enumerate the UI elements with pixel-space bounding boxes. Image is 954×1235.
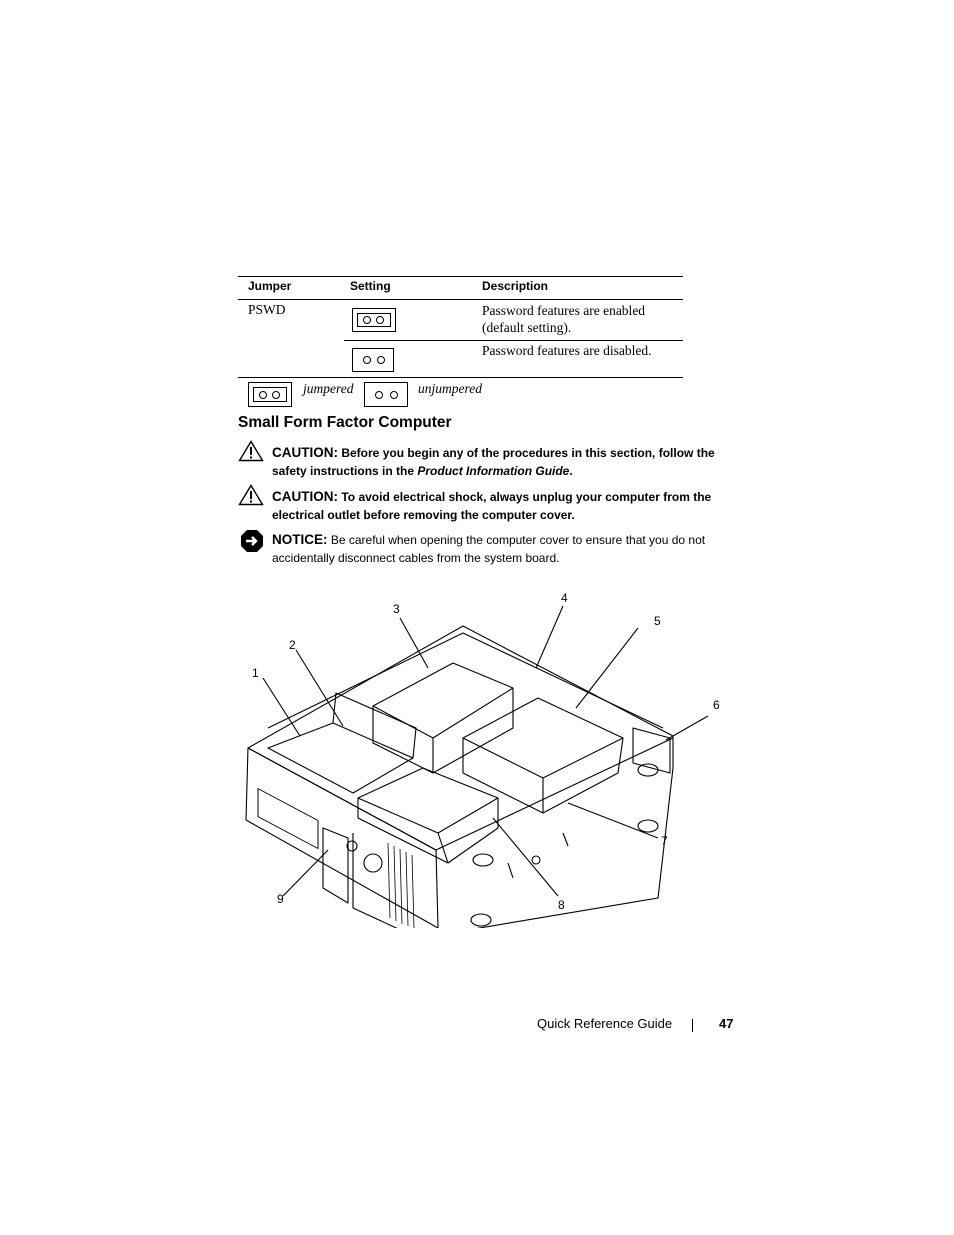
callout-9: 9: [277, 892, 284, 906]
caution-label: CAUTION:: [272, 445, 338, 460]
footer-divider: [692, 1019, 693, 1032]
callout-2: 2: [289, 638, 296, 652]
unjumpered-legend-label: unjumpered: [418, 381, 482, 396]
jumper-name: PSWD: [248, 302, 286, 317]
jumpered-jumper-icon: [352, 308, 396, 332]
page-number: 47: [719, 1016, 734, 1031]
caution-note: [272, 444, 732, 480]
caution-text: To avoid electrical shock, always unplug your computer from the electrical outlet before removing the computer cover.: [272, 490, 712, 522]
column-header-setting: Setting: [350, 279, 391, 293]
caution-text: Before you begin any of the procedures in this section, follow the safety instructions in the: [272, 446, 715, 478]
caution-label: CAUTION:: [272, 489, 338, 504]
row-description: Password features are enabled (default setting).: [482, 303, 646, 335]
row-rule: [344, 340, 683, 341]
caution-icon: [238, 440, 264, 462]
column-header-jumper: Jumper: [248, 279, 292, 293]
table-top-rule: [238, 276, 683, 277]
callout-7: 7: [661, 834, 668, 848]
row-description: Password features are disabled.: [482, 343, 652, 358]
callout-1: 1: [252, 666, 259, 680]
notice-label: NOTICE:: [272, 532, 328, 547]
notice-icon: [240, 529, 264, 553]
column-header-description: Description: [482, 279, 549, 293]
caution-text-end: .: [569, 463, 573, 478]
caution-icon: [238, 484, 264, 506]
caution-note: [272, 488, 732, 524]
table-bottom-rule: [238, 377, 683, 378]
callout-4: 4: [561, 591, 568, 605]
footer-guide-title: Quick Reference Guide: [537, 1016, 673, 1031]
callout-8: 8: [558, 898, 565, 912]
unjumpered-jumper-icon: [352, 348, 394, 372]
header-rule: [238, 299, 683, 300]
notice-note: [272, 531, 732, 567]
section-title: Small Form Factor Computer: [238, 414, 452, 431]
callout-6: 6: [713, 698, 720, 712]
notice-text: Be careful when opening the computer cover to ensure that you do not accidentally disconnect cables from the system board.: [272, 533, 706, 565]
jumpered-legend-label: jumpered: [303, 381, 354, 396]
jumpered-legend-icon: [248, 382, 292, 407]
computer-interior-illustration: [238, 588, 728, 928]
callout-5: 5: [654, 614, 661, 628]
product-information-guide-title: Product Information Guide: [417, 463, 570, 478]
callout-3: 3: [393, 602, 400, 616]
unjumpered-legend-icon: [364, 382, 408, 407]
